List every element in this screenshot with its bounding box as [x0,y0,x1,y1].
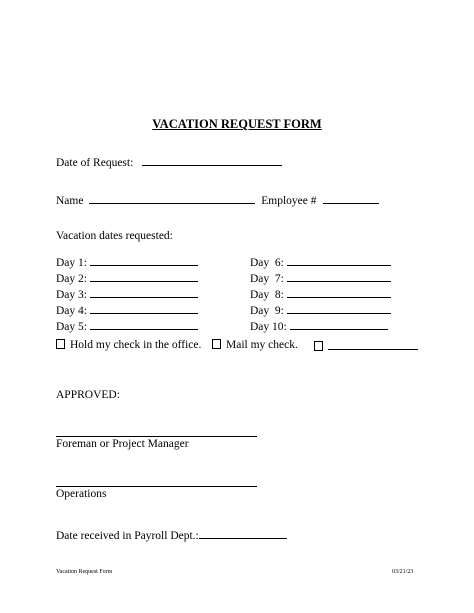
other-option-field[interactable] [328,338,418,350]
checkbox-icon[interactable] [56,339,65,349]
day-row [250,254,391,270]
day-field[interactable] [287,302,391,314]
day-field[interactable] [290,318,388,330]
day-field[interactable] [287,270,391,282]
check-option-hold[interactable] [56,338,201,352]
day-label: Day 2: [56,273,87,285]
day-field[interactable] [90,270,198,282]
name-field[interactable] [89,192,255,204]
day-field[interactable] [90,254,198,266]
employee-number-label: Employee # [261,195,317,207]
day-right-column [250,254,391,334]
day-label: Day 5: [56,321,87,333]
day-field[interactable] [90,286,198,298]
payroll-row [56,527,287,543]
day-label: Day 3: [56,289,87,301]
check-option-label: Mail my check. [226,339,298,351]
day-label: Day 9: [250,305,284,317]
check-option-other[interactable] [314,338,418,354]
day-row [56,270,198,286]
day-label: Day 4: [56,305,87,317]
day-field[interactable] [287,286,391,298]
day-row [56,302,198,318]
day-label: Day 1: [56,257,87,269]
date-of-request-field[interactable] [142,154,282,166]
check-option-mail[interactable] [212,338,298,352]
checkbox-icon[interactable] [212,339,221,349]
check-option-label: Hold my check in the office. [70,339,202,351]
day-field[interactable] [287,254,391,266]
form-title: VACATION REQUEST FORM [152,117,322,131]
payroll-date-field[interactable] [199,527,287,539]
day-row [250,270,391,286]
day-label: Day 7: [250,273,284,285]
date-of-request-row [56,154,282,170]
day-row [250,318,391,334]
name-label: Name [56,195,84,207]
day-row [56,318,198,334]
day-row [56,254,198,270]
footer-right: 03/21/23 [392,569,414,575]
vacation-dates-label: Vacation dates requested: [56,230,173,242]
day-field[interactable] [90,302,198,314]
foreman-label: Foreman or Project Manager [56,438,189,450]
date-of-request-label: Date of Request: [56,157,134,169]
payroll-label: Date received in Payroll Dept.: [56,530,199,542]
day-label: Day 8: [250,289,284,301]
day-row [56,286,198,302]
day-row [250,286,391,302]
day-left-column [56,254,198,334]
day-label: Day 10: [250,321,287,333]
operations-label: Operations [56,488,107,500]
checkbox-icon[interactable] [314,341,323,351]
day-label: Day 6: [250,257,284,269]
footer-left: Vacation Request Form [56,569,113,575]
day-field[interactable] [90,318,198,330]
employee-number-field[interactable] [323,192,379,204]
approved-label: APPROVED: [56,389,120,401]
name-row [56,192,379,208]
day-row [250,302,391,318]
